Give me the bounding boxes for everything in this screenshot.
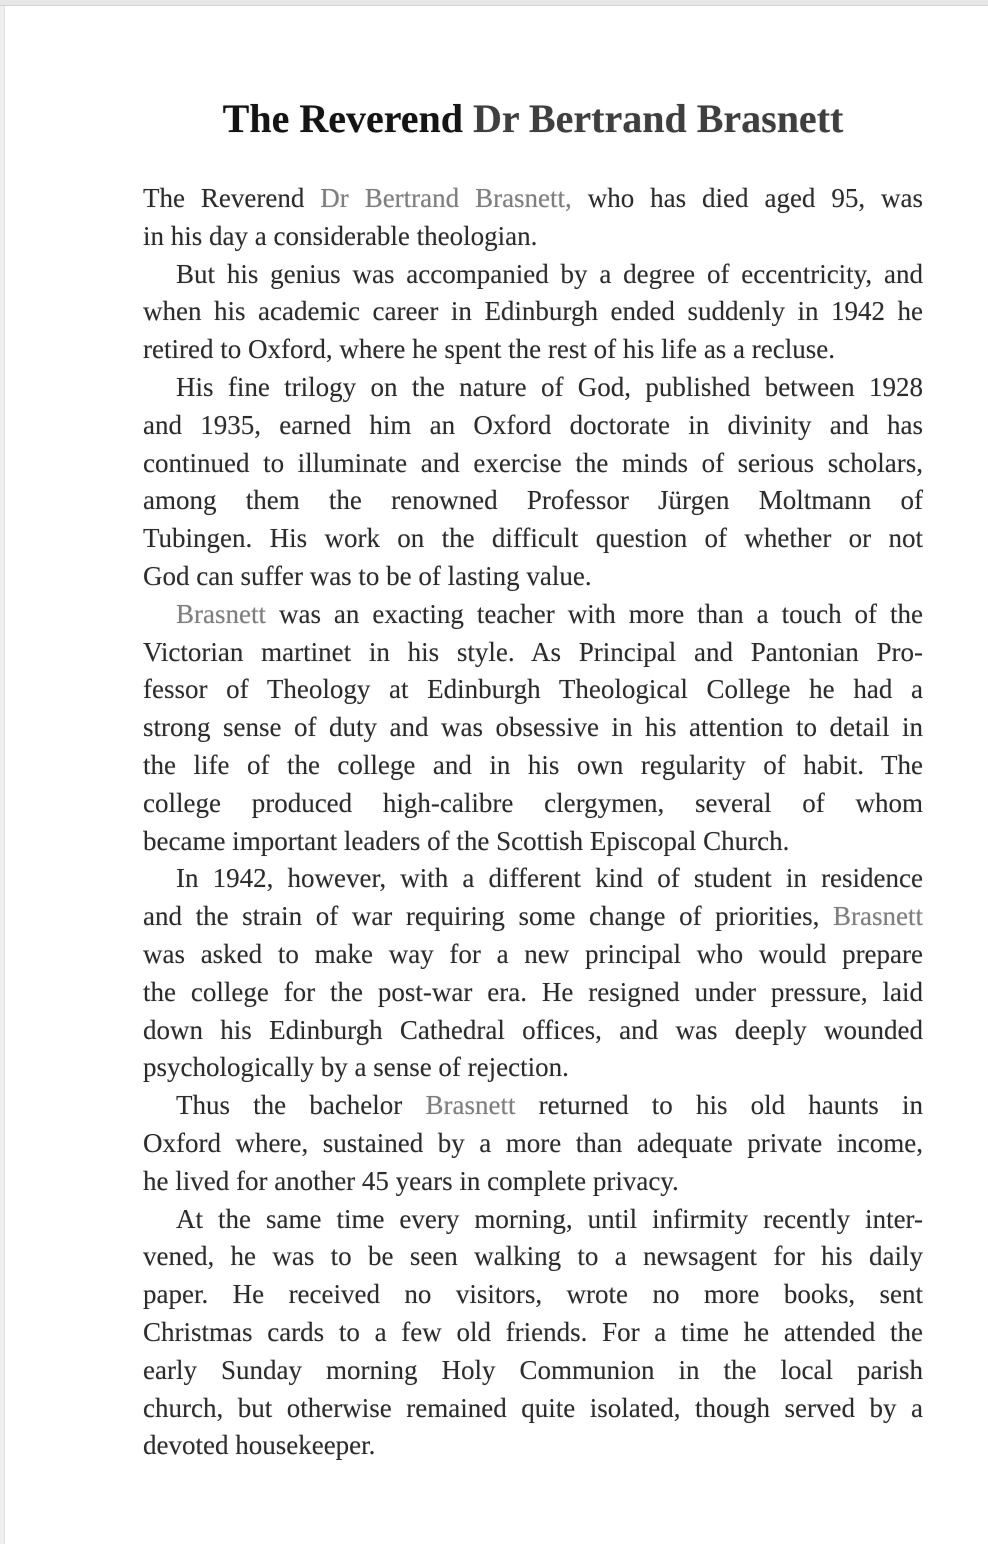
text-line: [143, 1163, 923, 1201]
text-line: [143, 785, 923, 823]
title-segment: Dr Bertrand Brasnett: [473, 96, 844, 141]
text-line: [143, 596, 923, 634]
body-text: church, but otherwise remained quite isolated, though served by a: [143, 1392, 923, 1423]
body-text: Thus the bachelor: [176, 1090, 426, 1121]
paragraph: [143, 180, 923, 256]
paragraph: [143, 596, 923, 861]
faded-name-text: Brasnett: [425, 1090, 516, 1121]
text-line: [143, 482, 923, 520]
title-segment: The Reverend: [222, 96, 474, 141]
document-page: [143, 0, 923, 1465]
body-text: The Reverend: [143, 183, 321, 213]
text-line: [143, 936, 923, 974]
text-line: [143, 1012, 923, 1050]
text-line: [143, 823, 923, 861]
paragraph: [143, 1087, 923, 1200]
body-text: fessor of Theology at Edinburgh Theological College he had a: [143, 674, 923, 705]
faded-name-text: Brasnett: [833, 901, 923, 932]
body-text: when his academic career in Edinburgh ended suddenly in 1942 he: [143, 296, 923, 327]
body-text: returned to his old haunts in: [515, 1090, 923, 1121]
body-text: In 1942, however, with a different kind of student in residence: [176, 863, 923, 894]
body-text: the college for the post-war era. He resigned under pressure, laid: [143, 976, 923, 1007]
paragraph: [143, 1201, 923, 1466]
body-text: strong sense of duty and was obsessive in his attention to detail in: [143, 712, 923, 743]
text-line: [143, 445, 923, 483]
text-line: [143, 1125, 923, 1163]
text-line: [143, 1352, 923, 1390]
faded-name-text: Dr Bertrand Brasnett,: [320, 183, 572, 213]
text-line: [143, 709, 923, 747]
text-line: [143, 1201, 923, 1239]
text-line: [143, 520, 923, 558]
text-line: [143, 860, 923, 898]
body-text: Victorian martinet in his style. As Principal and Pantonian Pro-: [143, 636, 923, 667]
text-line: [143, 1049, 923, 1087]
text-line: [143, 1238, 923, 1276]
text-line: [143, 747, 923, 785]
body-text: who has died aged 95, was: [571, 183, 924, 213]
body-text: college produced high-calibre clergymen, several of whom: [143, 787, 923, 818]
body-text: among them the renowned Professor Jürgen Moltmann of: [143, 485, 923, 516]
text-line: [143, 1276, 923, 1314]
body-text: was asked to make way for a new principal who would prepare: [143, 938, 923, 969]
body-text: became important leaders of the Scottish Episcopal Church.: [143, 825, 790, 856]
body-text: down his Edinburgh Cathedral offices, and was deeply wounded: [143, 1014, 923, 1045]
text-line: [143, 180, 923, 218]
body-text: paper. He received no visitors, wrote no more books, sent: [143, 1279, 923, 1310]
text-line: [143, 671, 923, 709]
text-line: [143, 218, 923, 256]
scan-left-edge: [0, 6, 5, 1544]
body-text: Christmas cards to a few old friends. For a time he attended the: [143, 1316, 923, 1347]
text-line: [143, 256, 923, 294]
body-text: His fine trilogy on the nature of God, published between 1928: [176, 371, 923, 402]
text-line: [143, 369, 923, 407]
body-text: and the strain of war requiring some change of priorities,: [143, 901, 834, 932]
body-text: the life of the college and in his own regularity of habit. The: [143, 749, 923, 780]
text-line: [143, 1314, 923, 1352]
text-line: [143, 293, 923, 331]
text-line: [143, 634, 923, 672]
body-text: retired to Oxford, where he spent the rest of his life as a recluse.: [143, 334, 835, 365]
paragraph: [143, 369, 923, 596]
body-text: At the same time every morning, until infirmity recently inter-: [176, 1203, 923, 1234]
page-title: [143, 0, 923, 141]
body-text: he lived for another 45 years in complete privacy.: [143, 1165, 679, 1196]
body-text: God can suffer was to be of lasting value.: [143, 560, 592, 591]
text-line: [143, 974, 923, 1012]
text-line: [143, 1087, 923, 1125]
text-line: [143, 1427, 923, 1465]
body-text: early Sunday morning Holy Communion in the local parish: [143, 1354, 923, 1385]
faded-name-text: Brasnett: [176, 598, 266, 629]
article-body: [143, 180, 923, 1465]
paragraph: [143, 256, 923, 369]
text-line: [143, 407, 923, 445]
text-line: [143, 331, 923, 369]
text-line: [143, 558, 923, 596]
text-line: [143, 898, 923, 936]
body-text: Oxford where, sustained by a more than adequate private income,: [143, 1127, 923, 1158]
body-text: and 1935, earned him an Oxford doctorate in divinity and has: [143, 409, 923, 440]
paragraph: [143, 860, 923, 1087]
body-text: But his genius was accompanied by a degree of eccentricity, and: [176, 258, 923, 289]
body-text: in his day a considerable theologian.: [143, 220, 538, 251]
body-text: devoted housekeeper.: [143, 1430, 376, 1461]
body-text: vened, he was to be seen walking to a newsagent for his daily: [143, 1241, 923, 1272]
body-text: Tubingen. His work on the difficult question of whether or not: [143, 523, 923, 554]
text-line: [143, 1390, 923, 1428]
body-text: was an exacting teacher with more than a touch of the: [265, 598, 923, 629]
body-text: psychologically by a sense of rejection.: [143, 1052, 569, 1083]
body-text: continued to illuminate and exercise the minds of serious scholars,: [143, 447, 923, 478]
